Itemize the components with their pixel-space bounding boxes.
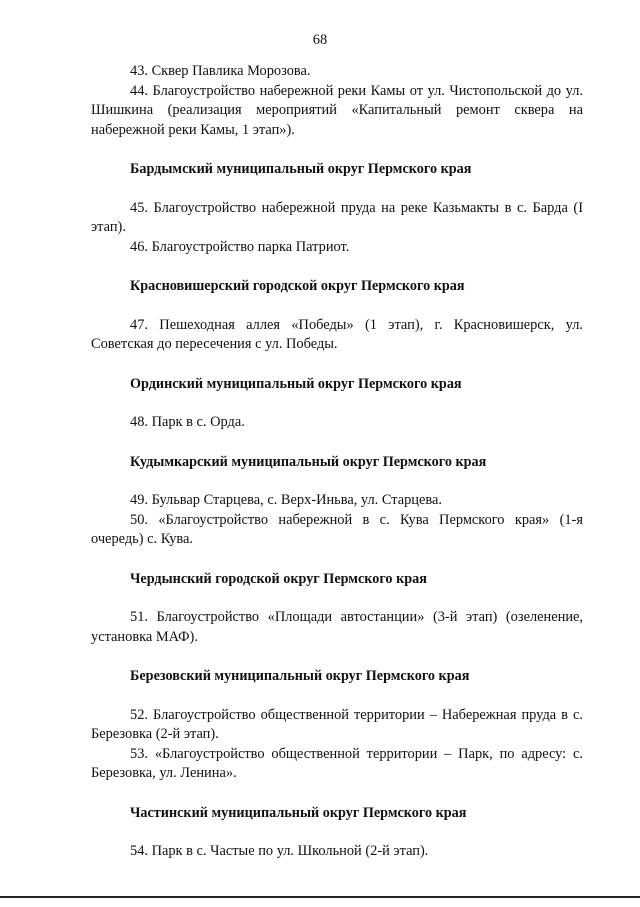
list-item: 43. Сквер Павлика Морозова. xyxy=(130,63,311,79)
section-heading: Ординский муниципальный округ Пермского края xyxy=(130,375,462,392)
list-item: 49. Бульвар Старцева, с. Верх-Иньва, ул. Старцева. xyxy=(130,492,442,508)
section-heading: Кудымкарский муниципальный округ Пермского края xyxy=(130,453,487,470)
document-body xyxy=(91,62,583,862)
list-item: 51. Благоустройство «Площади автостанции» (3-й этап) (озеленение, установка МАФ). xyxy=(91,609,583,645)
list-item: 50. «Благоустройство набережной в с. Кува Пермского края» (1-я очередь) с. Кува. xyxy=(91,511,583,547)
list-item: 46. Благоустройство парка Патриот. xyxy=(130,238,350,255)
section-heading: Березовский муниципальный округ Пермского края xyxy=(130,668,470,684)
list-item: 45. Благоустройство набережной пруда на реке Казьмакты в с. Барда (I этап). xyxy=(91,199,583,235)
list-item: 44. Благоустройство набережной реки Камы от ул. Чистопольской до ул. Шишкина (реализация мероприятий «Капитальный ремонт сквера на набережной реки Камы, 1 этап»). xyxy=(91,82,583,138)
list-item: 48. Парк в с. Орда. xyxy=(130,414,245,430)
list-item: 53. «Благоустройство общественной территории – Парк, по адресу: с. Березовка, ул. Ленина». xyxy=(91,745,583,781)
section-heading: Красновишерский городской округ Пермского края xyxy=(130,278,465,294)
list-item: 47. Пешеходная аллея «Победы» (1 этап), г. Красновишерск, ул. Советская до пересечения с ул. Победы. xyxy=(91,316,583,352)
list-item: 54. Парк в с. Частые по ул. Школьной (2-й этап). xyxy=(130,843,429,859)
section-heading: Бардымский муниципальный округ Пермского края xyxy=(130,161,472,177)
bottom-scan-edge xyxy=(0,896,640,898)
page-number: 68 xyxy=(312,32,328,48)
section-heading: Чердынский городской округ Пермского края xyxy=(130,570,427,587)
section-heading: Частинский муниципальный округ Пермского края xyxy=(130,804,467,821)
list-item: 52. Благоустройство общественной территории – Набережная пруда в с. Березовка (2-й этап). xyxy=(91,706,583,742)
